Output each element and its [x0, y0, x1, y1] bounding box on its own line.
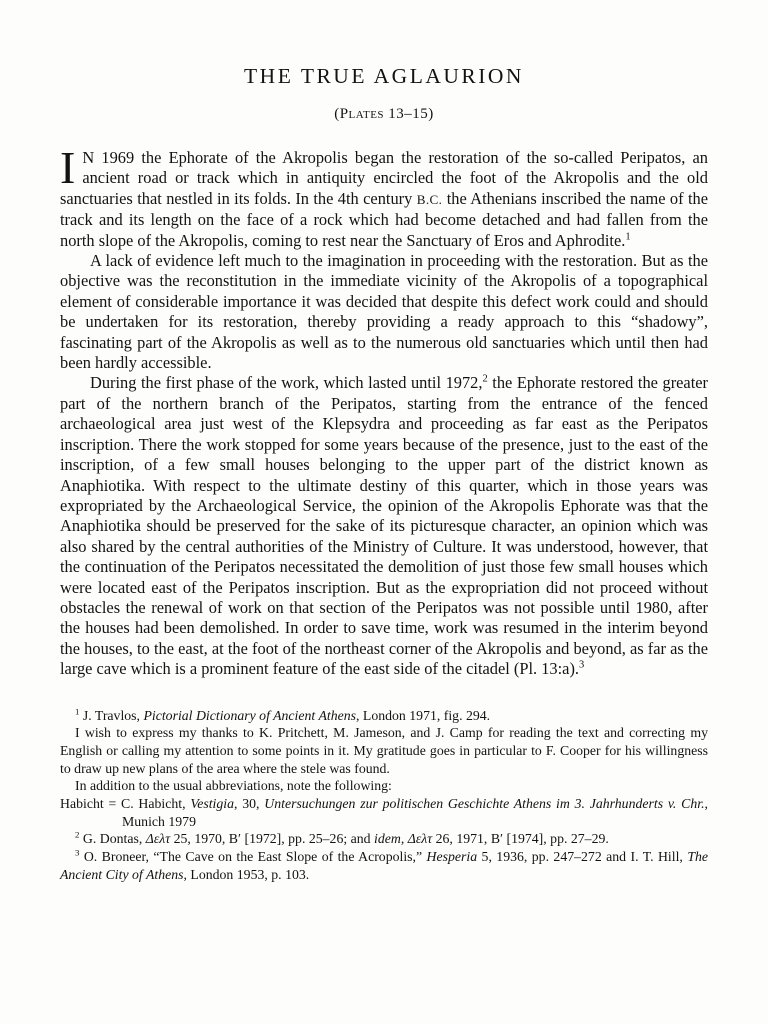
drop-cap-initial: I [60, 142, 76, 193]
footnote-3-broneer: $^3$ O. Broneer, “The Cave on the East Slope of the Acropolis,” Hesperia 5, 1936, pp. 247–272 and I. T. Hill, The Ancient City of Athens, London 1953, p. 103. [60, 847, 709, 882]
paragraph-intro-text: N 1969 the Ephorate of the Akropolis began the restoration of the so-called Peripatos, an ancient road or track which in antiquity encircled the foot of the Akropolis and the old sanctuaries that nestled in its folds. In the 4th century B.C. the Athenians inscribed the name of the track and its length on the face of a rock which had become detached and had fallen from the north slope of the Akropolis, coming to rest near the Sanctuary of Eros and Aphrodite.$^1$ [60, 148, 708, 250]
article-body [60, 142, 708, 680]
plates-reference: (Plates 13–15) [334, 106, 434, 122]
footnote-2-dontas: $^2$ G. Dontas, Δελτ 25, 1970, B′ [1972], pp. 25–26; and idem, Δελτ 26, 1971, B′ [1974], pp. 27–29. [75, 829, 609, 847]
paragraph-intro [60, 142, 708, 251]
footnotes-section [60, 707, 708, 884]
footnote-abbreviations-intro: In addition to the usual abbreviations, note the following: [75, 778, 392, 794]
paragraph-restoration: A lack of evidence left much to the imagination in proceeding with the restoration. But as the objective was the reconstitution in the immediate vicinity of the Akropolis of a topographical element of considerable importance it was decided that despite this defect work could and should be undertaken for its restoration, thereby providing a ready approach to this “shadowy”, fascinating part of the Akropolis as well as to the numerous old sanctuaries which until then had been hardly accessible. [60, 251, 708, 373]
article-title: THE TRUE AGLAURION [244, 64, 524, 88]
paragraph-first-phase: During the first phase of the work, which lasted until 1972,$^2$ the Ephorate restored the greater part of the northern branch of the Peripatos, starting from the entrance of the fenced archaeological area just west of the Klepsydra and proceeding as far east as the Peripatos inscription. There the work stopped for some years because of the presence, just to the east of the inscription, of a few small houses belonging to the upper part of the district known as Anaphiotika. With respect to the ultimate destiny of this quarter, which in those years was expropriated by the Archaeological Service, the opinion of the Akropolis Ephorate was that the Anaphiotika should be preserved for the sake of its picturesque character, an opinion which was also shared by the central authorities of the Ministry of Culture. It was understood, however, that the continuation of the Peripatos necessitated the demolition of just those few small houses which were located east of the Peripatos inscription. But as the expropriation did not proceed without obstacles the renewal of work on that section of the Peripatos was not possible until 1980, after the houses had been demolished. In order to save time, work was resumed in the interim beyond the houses, to the east, at the foot of the northeast corner of the Akropolis and beyond, as far as the large cave which is a prominent feature of the east side of the citadel (Pl. 13:a).$^3$ [60, 373, 708, 679]
footnote-acknowledgments: I wish to express my thanks to K. Pritchett, M. Jameson, and J. Camp for reading the text and correcting my English or calling my attention to some points in it. My gratitude goes in particular to F. Cooper for his willingness to draw up new plans of the area where the stele was found. [60, 725, 708, 776]
footnote-1-travlos: $^1$ J. Travlos, Pictorial Dictionary of Ancient Athens, London 1971, fig. 294. [75, 705, 491, 723]
footnote-habicht-abbreviation: Habicht = C. Habicht, Vestigia, 30, Untersuchungen zur politischen Geschichte Athens im 3. Jahrhunderts v. Chr., Munich 1979 [60, 796, 708, 829]
